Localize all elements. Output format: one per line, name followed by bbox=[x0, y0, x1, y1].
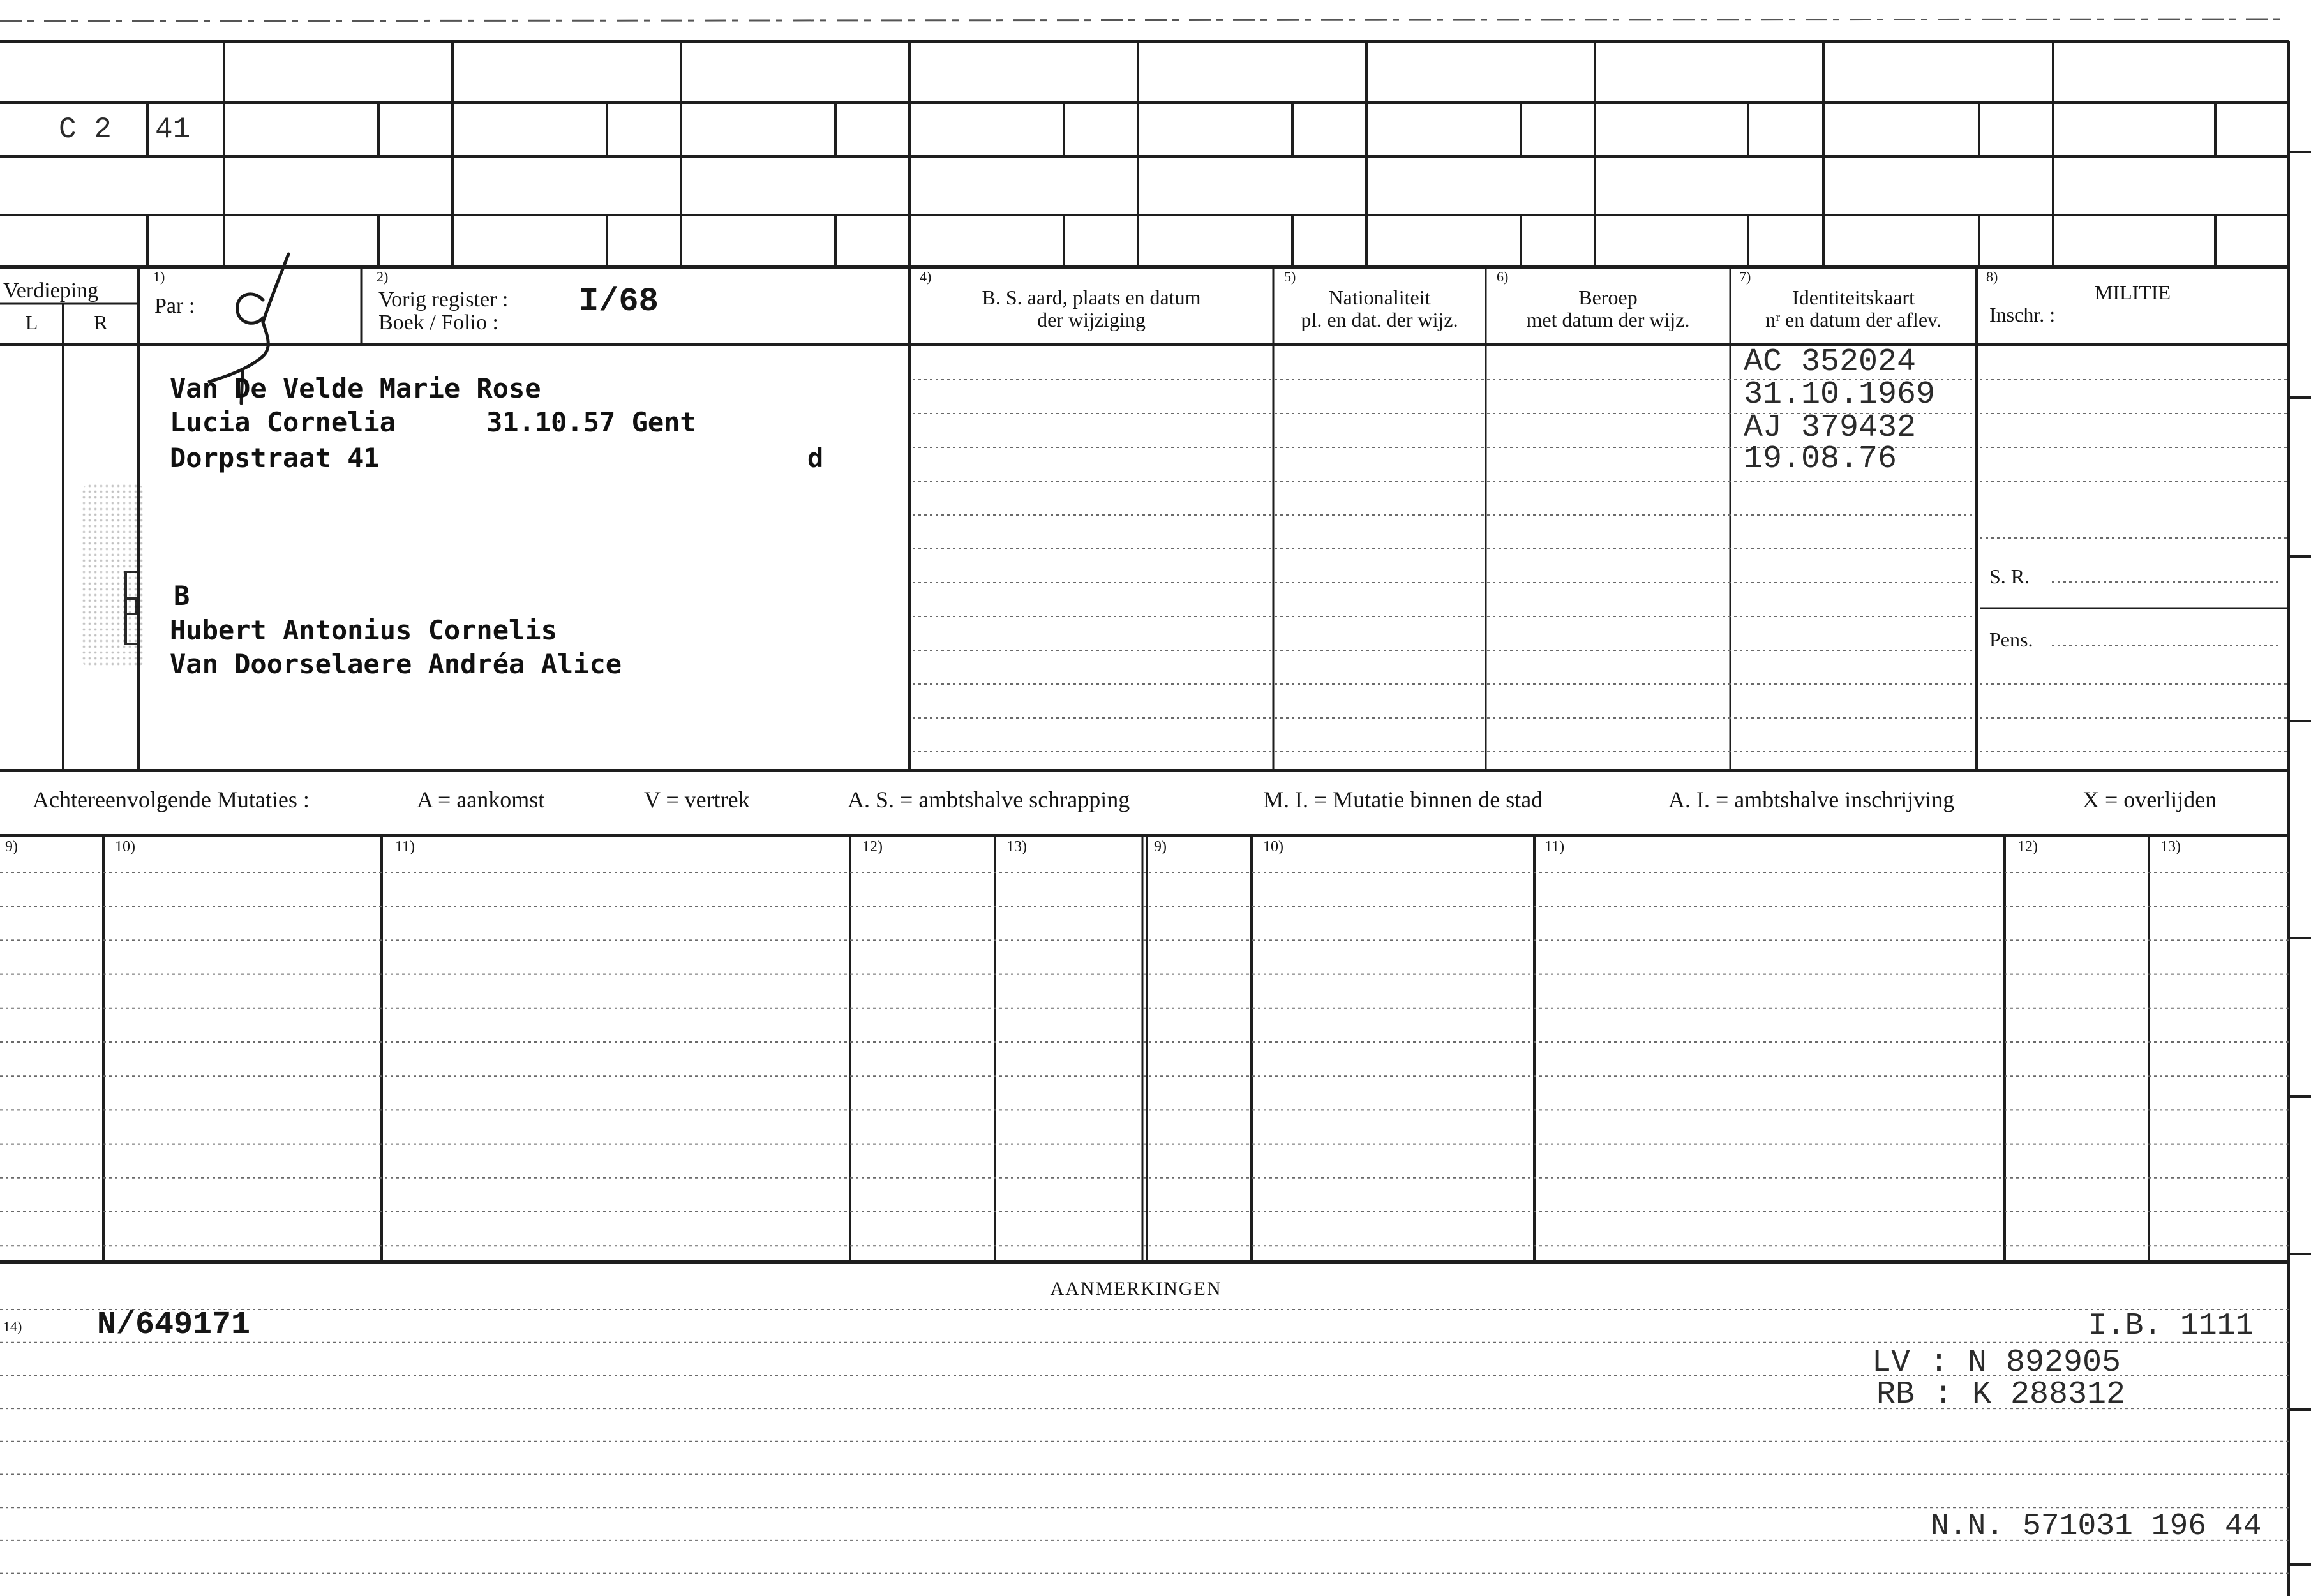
legend-item: M. I. = Mutatie binnen de stad bbox=[1263, 787, 1543, 812]
person-name-continued: Lucia Cornelia bbox=[170, 406, 396, 438]
identiteitskaart-header-line2: nʳ en datum der aflev. bbox=[1765, 308, 1941, 331]
legend-item: X = overlijden bbox=[2083, 787, 2217, 812]
remarks-title: AANMERKINGEN bbox=[1050, 1278, 1222, 1299]
remarks-national-number: N.N. 571031 196 44 bbox=[1931, 1509, 2262, 1544]
scan-smudge bbox=[81, 483, 145, 668]
verdieping-right-label: R bbox=[94, 311, 108, 334]
mother-name: Van Doorselaere Andréa Alice bbox=[170, 648, 622, 680]
militie-inschr-label: Inschr. : bbox=[1989, 303, 2056, 326]
beroep-header-line1: Beroep bbox=[1578, 286, 1638, 309]
mutation-column-number: 9) bbox=[5, 839, 18, 855]
militie-sr-label: S. R. bbox=[1989, 565, 2030, 588]
vorig-register-number: 2) bbox=[377, 269, 389, 285]
bs-number: 4) bbox=[920, 269, 932, 285]
legend-item: V = vertrek bbox=[644, 787, 750, 812]
remarks-lv: LV : N 892905 bbox=[1872, 1345, 2121, 1381]
person-name: Van De Velde Marie Rose bbox=[170, 373, 541, 404]
beroep-number: 6) bbox=[1497, 269, 1509, 285]
mutation-column-number: 10) bbox=[115, 839, 135, 855]
father-name: Hubert Antonius Cornelis bbox=[170, 615, 557, 646]
militie-title: MILITIE bbox=[2094, 281, 2171, 304]
identiteitskaart-number: 7) bbox=[1739, 269, 1751, 285]
verdieping-left-label: L bbox=[25, 311, 38, 334]
mutation-column-number: 10) bbox=[1263, 839, 1283, 855]
parents-marker: B bbox=[174, 580, 190, 611]
legend-item: A. I. = ambtshalve inschrijving bbox=[1668, 787, 1955, 812]
par-label: Par : bbox=[154, 294, 195, 318]
mutations-legend-title: Achtereenvolgende Mutaties : bbox=[33, 787, 310, 812]
boek-folio-label: Boek / Folio : bbox=[378, 311, 498, 334]
verdieping-label: Verdieping bbox=[3, 279, 99, 302]
mutation-column-number: 11) bbox=[395, 839, 415, 855]
mutation-column-number: 11) bbox=[1544, 839, 1565, 855]
remarks-number: 14) bbox=[3, 1318, 22, 1334]
mutation-column-number: 13) bbox=[2160, 839, 2181, 855]
militie-number: 8) bbox=[1986, 269, 1998, 285]
mutation-column-number: 12) bbox=[2017, 839, 2038, 855]
bs-header-line1: B. S. aard, plaats en datum bbox=[982, 286, 1201, 309]
mutation-column-number: 12) bbox=[862, 839, 883, 855]
person-birth: 31.10.57 Gent bbox=[486, 406, 696, 438]
card-number: 41 bbox=[155, 113, 191, 146]
beroep-header-line2: met datum der wijz. bbox=[1526, 308, 1690, 331]
person-marker: d bbox=[807, 442, 824, 474]
vorig-register-value: I/68 bbox=[579, 283, 659, 320]
legend-item: A. S. = ambtshalve schrapping bbox=[848, 787, 1130, 812]
identity-card-number: AJ 379432 bbox=[1744, 410, 1917, 446]
remarks-ib: I.B. 1111 bbox=[2088, 1309, 2254, 1343]
remarks-rb: RB : K 288312 bbox=[1876, 1376, 2126, 1413]
par-number: 1) bbox=[153, 269, 165, 285]
nationaliteit-header-line2: pl. en dat. der wijz. bbox=[1301, 308, 1458, 331]
person-address: Dorpstraat 41 bbox=[170, 442, 380, 474]
remarks-reference: N/649171 bbox=[97, 1307, 251, 1343]
identity-card-number: AC 352024 bbox=[1744, 344, 1917, 380]
identity-card-date: 19.08.76 bbox=[1744, 441, 1897, 477]
vorig-register-label: Vorig register : bbox=[378, 288, 509, 311]
identiteitskaart-header-line1: Identiteitskaart bbox=[1792, 286, 1915, 309]
militie-pens-label: Pens. bbox=[1989, 628, 2033, 651]
mutation-column-number: 13) bbox=[1006, 839, 1027, 855]
identity-card-date: 31.10.1969 bbox=[1744, 377, 1936, 413]
legend-item: A = aankomst bbox=[417, 787, 545, 812]
nationaliteit-number: 5) bbox=[1284, 269, 1296, 285]
scan-noise-line bbox=[0, 19, 2289, 21]
bs-header-line2: der wijziging bbox=[1037, 308, 1146, 331]
mutation-column-number: 9) bbox=[1154, 839, 1167, 855]
card-code: C 2 bbox=[59, 113, 112, 146]
nationaliteit-header-line1: Nationaliteit bbox=[1328, 286, 1431, 309]
